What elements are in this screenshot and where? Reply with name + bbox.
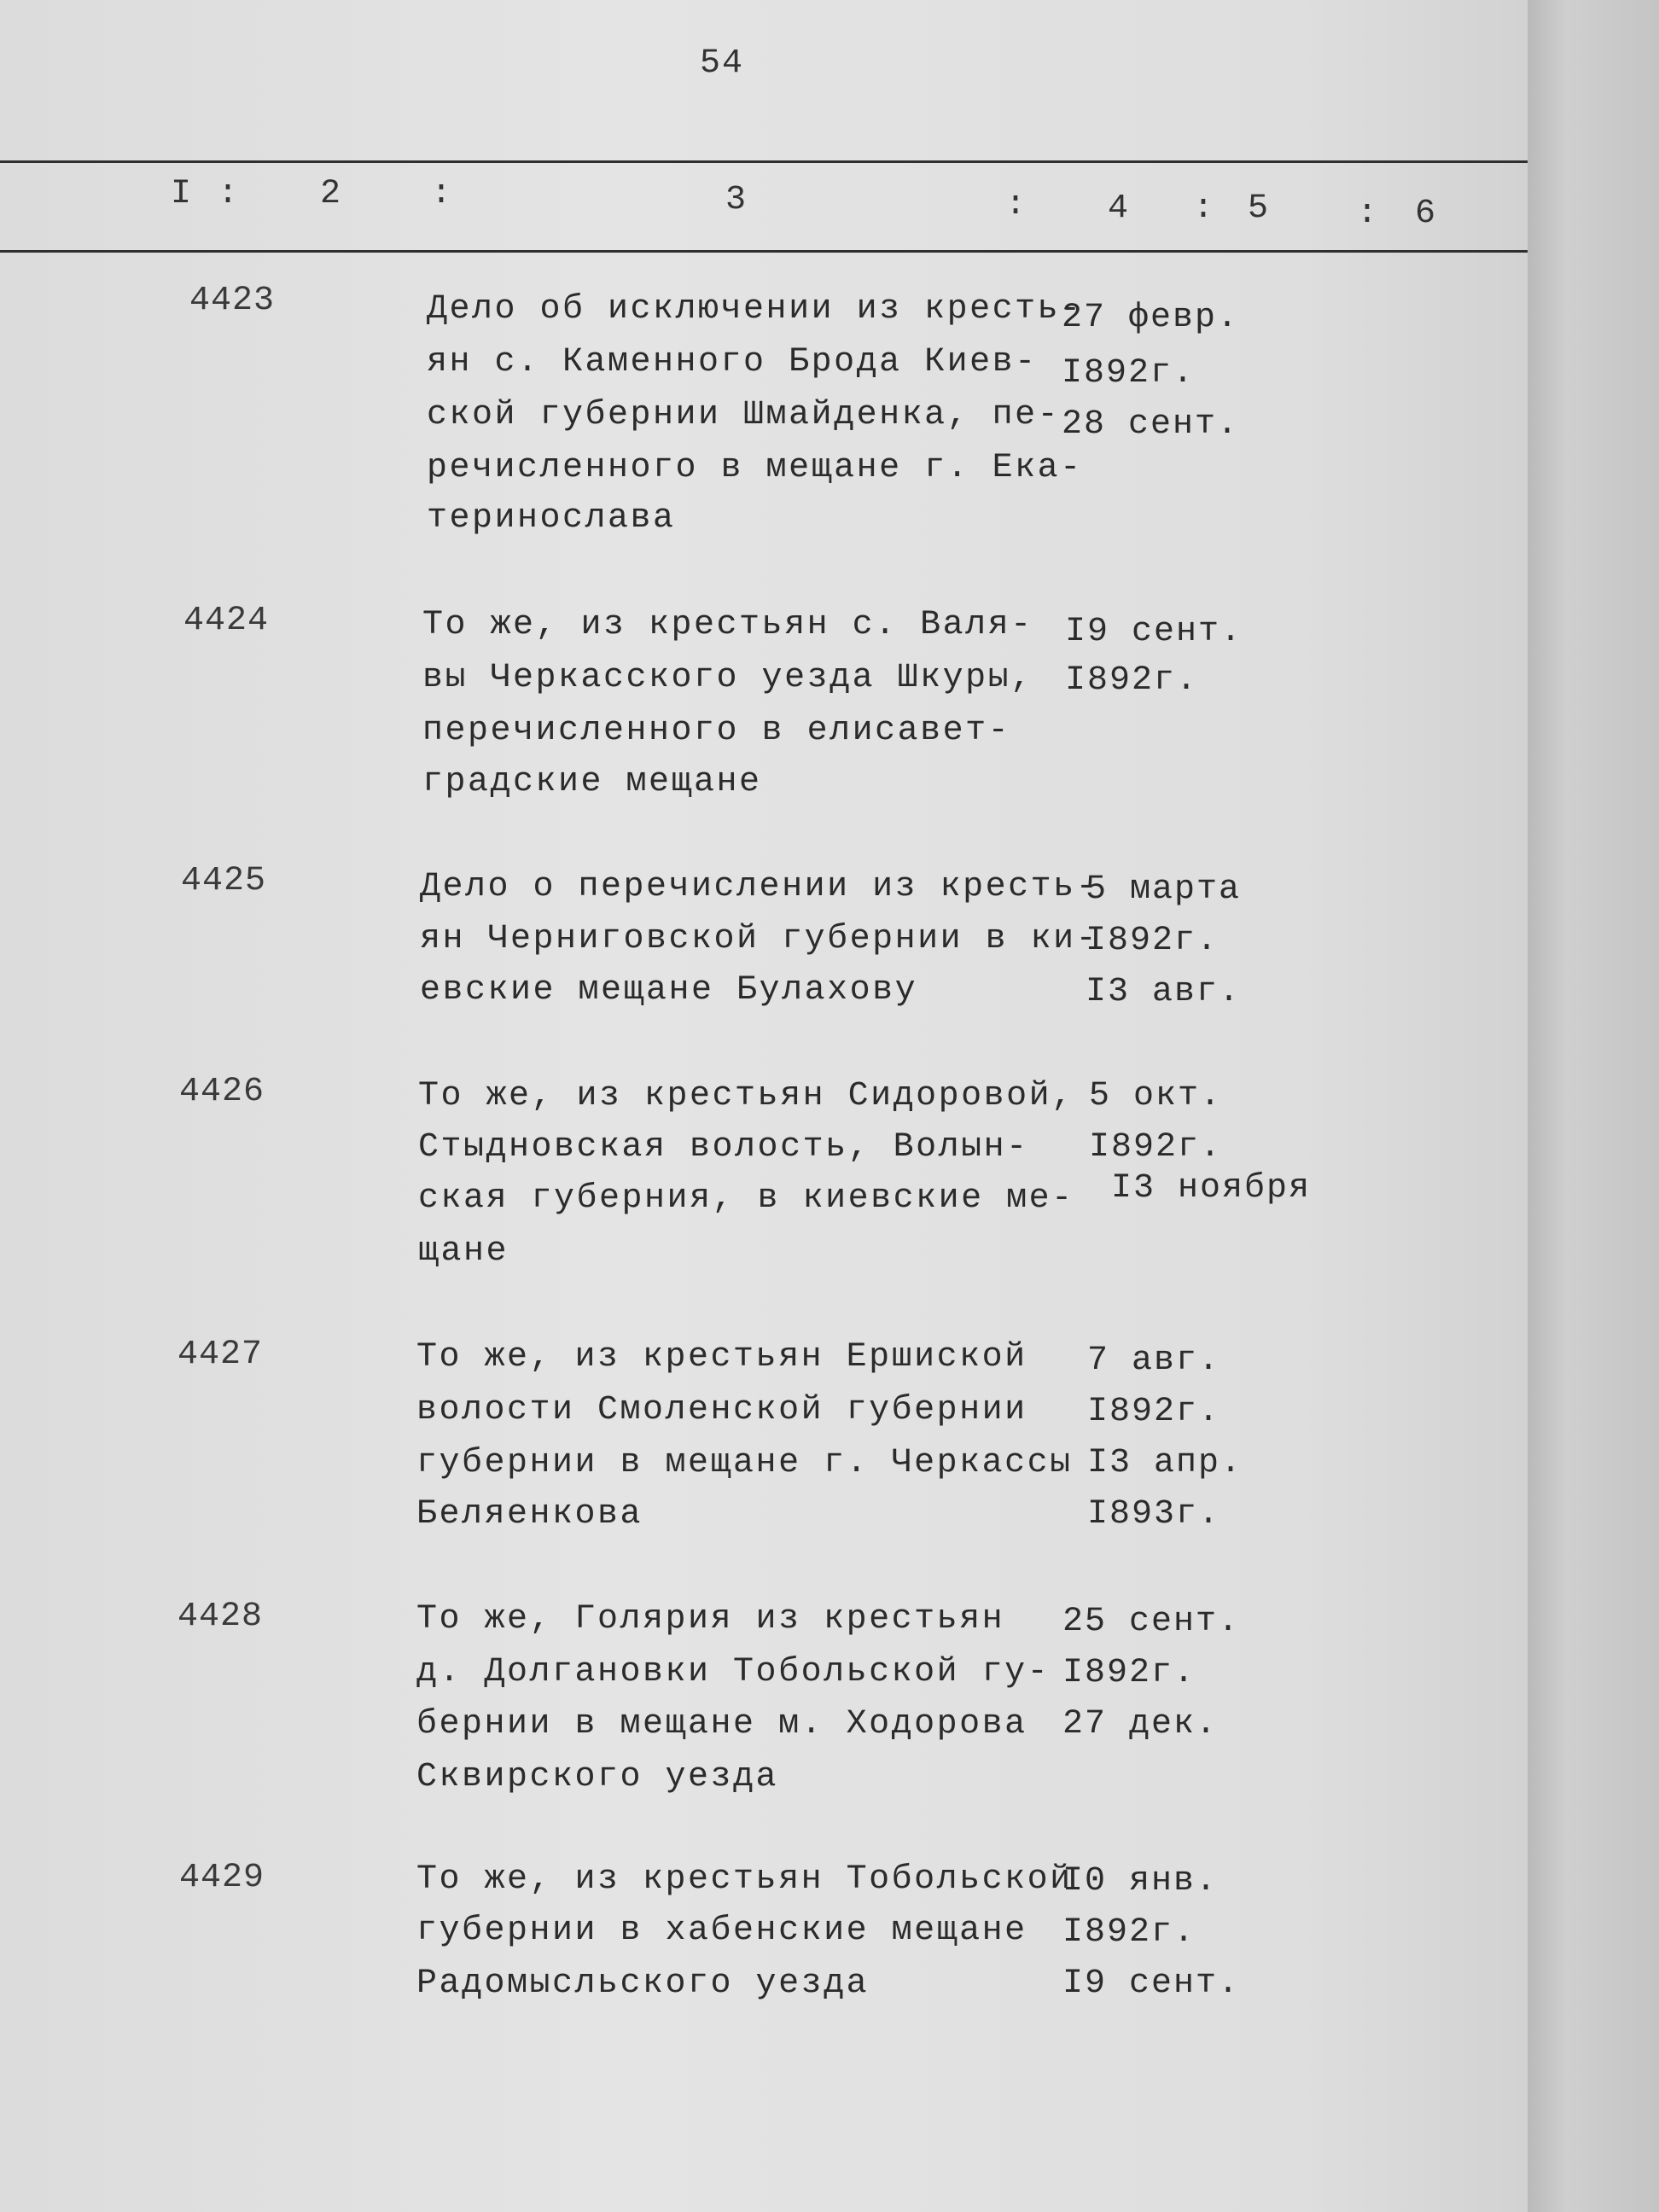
header-rule-top — [0, 160, 1528, 163]
entry-text-line: щане — [418, 1232, 509, 1271]
entry-date: I893г. — [1087, 1495, 1221, 1534]
entry-text-line: градские мещане — [422, 763, 762, 801]
entry-date: 27 дек. — [1062, 1705, 1219, 1743]
entry-text-line: То же, из крестьян Сидоровой, — [418, 1077, 1074, 1115]
column-header-5: 5 — [1248, 189, 1269, 228]
entry-text-line: Дело о перечислении из кресть- — [420, 868, 1099, 906]
entry-text-line: ской губернии Шмайденка, пе- — [427, 396, 1061, 434]
entry-text-line: вы Черкасского уезда Шкуры, — [422, 659, 1033, 697]
header-rule-bottom — [0, 250, 1528, 253]
entry-date: I0 янв. — [1062, 1862, 1219, 1901]
entry-date: 27 февр. — [1062, 299, 1240, 337]
entry-text-line: То же, из крестьян Ершиской — [416, 1338, 1027, 1377]
entry-text-line: волости Смоленской губернии — [416, 1391, 1027, 1429]
entry-text-line: То же, из крестьян Тобольской — [416, 1860, 1073, 1899]
entry-text-line: Сквирского уезда — [416, 1758, 779, 1796]
entry-date: I892г. — [1065, 661, 1199, 700]
entry-text-line: перечисленного в елисавет- — [422, 712, 1011, 750]
column-separator: : — [431, 175, 452, 213]
entry-date: I9 сент. — [1065, 613, 1243, 651]
entry-date: I892г. — [1086, 922, 1220, 960]
column-separator: : — [1357, 195, 1378, 233]
entry-text-line: бернии в мещане м. Ходорова — [416, 1705, 1027, 1743]
entry-date: I3 ноября — [1111, 1169, 1312, 1208]
column-header-3: 3 — [725, 181, 747, 219]
entry-number: 4424 — [183, 602, 270, 640]
entry-number: 4427 — [178, 1336, 264, 1374]
entry-text-line: речисленного в мещане г. Ека- — [427, 449, 1083, 487]
column-header-1: I — [171, 175, 192, 213]
entry-text-line: То же, из крестьян с. Валя- — [422, 606, 1033, 644]
entry-date: I892г. — [1089, 1128, 1223, 1167]
entry-date: 7 авг. — [1087, 1342, 1221, 1380]
page-number: 54 — [700, 44, 745, 83]
entry-date: I9 сент. — [1062, 1965, 1241, 2003]
entry-date: I892г. — [1062, 354, 1196, 393]
column-header-4: 4 — [1108, 189, 1129, 228]
column-header-2: 2 — [320, 175, 341, 213]
column-header-6: 6 — [1415, 195, 1436, 233]
entry-date: 25 сент. — [1062, 1603, 1241, 1641]
entry-text-line: ская губерния, в киевские ме- — [418, 1179, 1074, 1218]
entry-text-line: теринослава — [427, 499, 676, 538]
entry-date: 28 сент. — [1062, 405, 1240, 444]
entry-text-line: Дело об исключении из кресть- — [427, 290, 1083, 329]
entry-text-line: То же, Голярия из крестьян — [416, 1600, 1005, 1639]
entry-date: 5 марта — [1086, 870, 1242, 909]
entry-text-line: Беляенкова — [416, 1495, 643, 1534]
entry-number: 4426 — [179, 1073, 265, 1111]
entry-text-line: губернии в мещане г. Черкассы — [416, 1444, 1073, 1482]
entry-date: 5 окт. — [1089, 1077, 1223, 1115]
column-separator: : — [218, 175, 239, 213]
entry-text-line: Стыдновская волость, Волын- — [418, 1128, 1029, 1167]
entry-number: 4429 — [179, 1859, 265, 1897]
entry-date: I892г. — [1087, 1393, 1221, 1431]
entry-date: I892г. — [1062, 1654, 1196, 1692]
entry-text-line: евские мещане Булахову — [420, 971, 918, 1010]
entry-text-line: ян Черниговской губернии в ки- — [420, 920, 1099, 958]
page-edge-shadow — [1528, 0, 1659, 2212]
entry-text-line: ян с. Каменного Брода Киев- — [427, 343, 1038, 381]
entry-number: 4425 — [181, 862, 267, 900]
entry-text-line: Радомысльского уезда — [416, 1965, 870, 2003]
column-separator: : — [1005, 186, 1027, 224]
entry-date: I3 апр. — [1087, 1444, 1243, 1482]
column-separator: : — [1193, 189, 1214, 228]
entry-number: 4428 — [178, 1598, 264, 1636]
entry-text-line: д. Долгановки Тобольской гу- — [416, 1653, 1051, 1691]
entry-date: I3 авг. — [1086, 973, 1242, 1011]
entry-date: I892г. — [1062, 1913, 1196, 1952]
entry-number: 4423 — [189, 282, 276, 320]
entry-text-line: губернии в хабенские мещане — [416, 1912, 1027, 1950]
